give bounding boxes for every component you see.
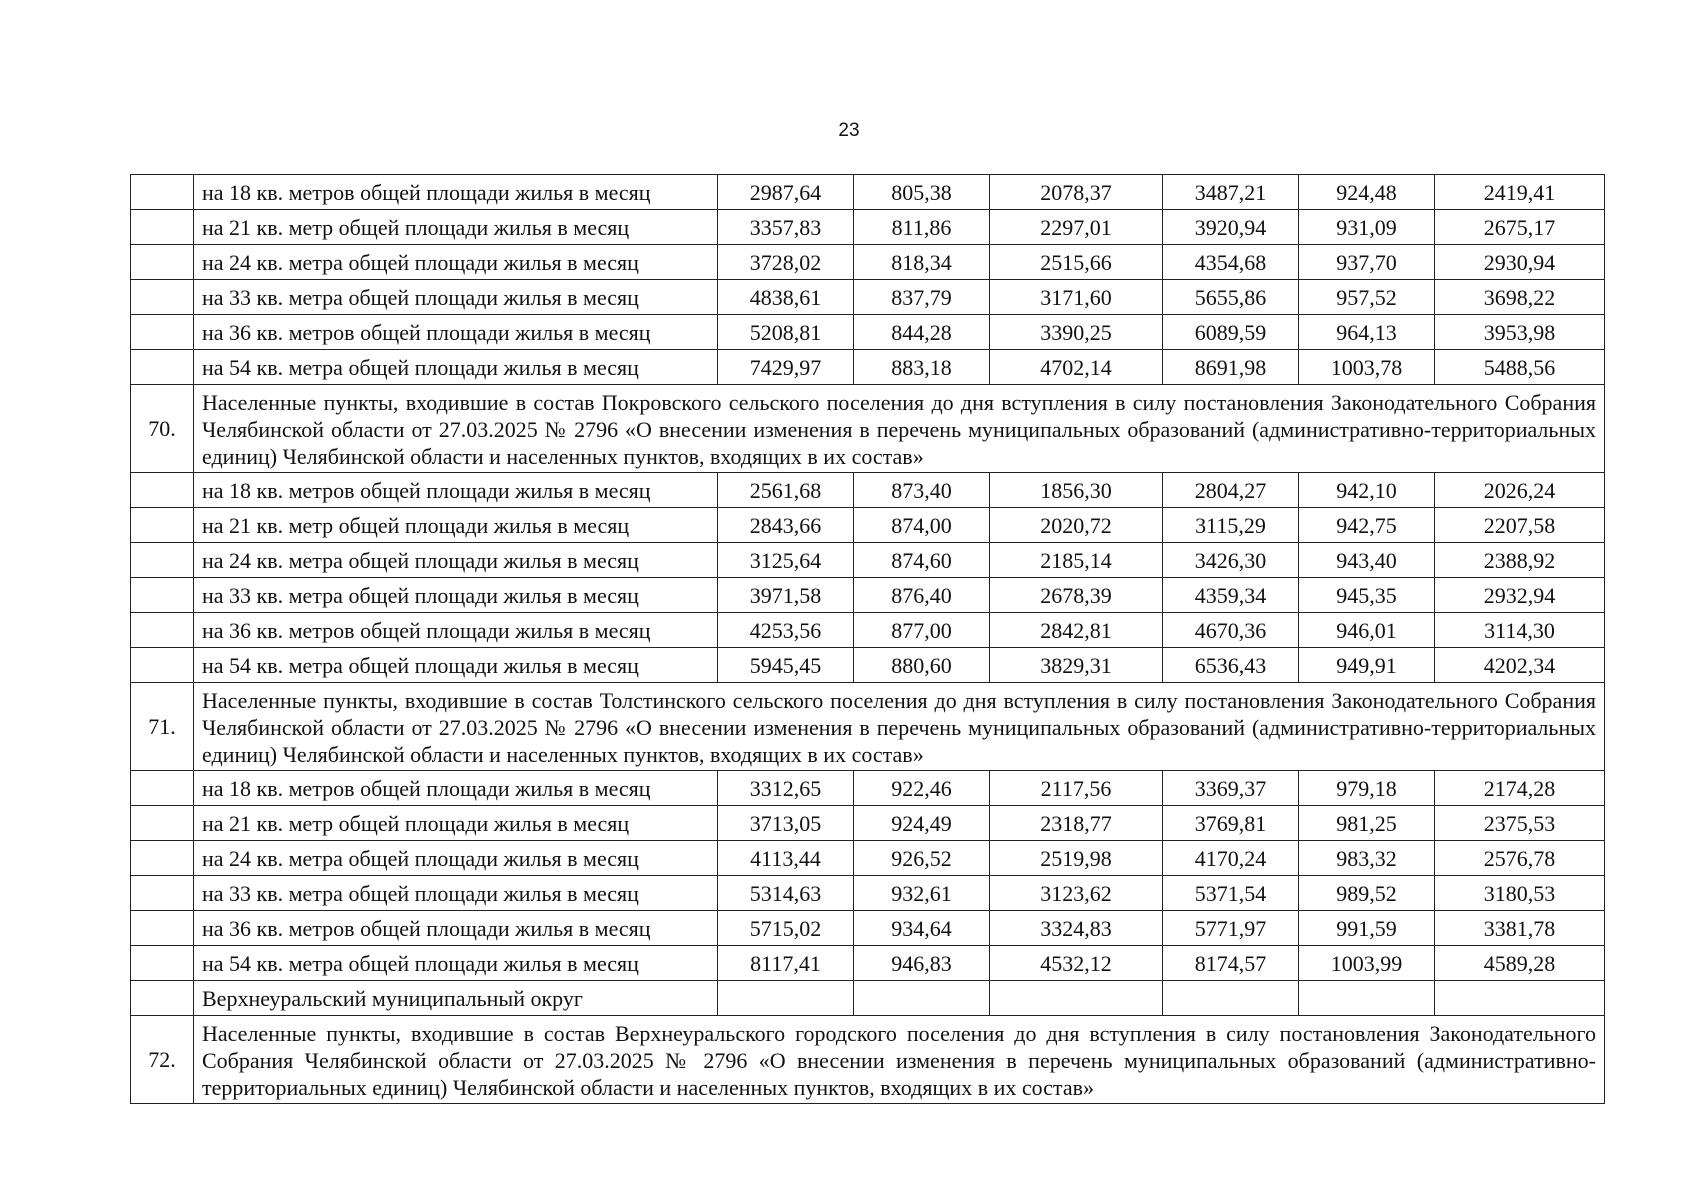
value-cell: 937,70: [1299, 245, 1435, 280]
value-cell: 5314,63: [718, 876, 854, 911]
value-cell: 946,83: [854, 946, 990, 981]
value-cell: 991,59: [1299, 911, 1435, 946]
value-cell: 3369,37: [1163, 771, 1299, 806]
value-cell: 3324,83: [990, 911, 1163, 946]
row-number-cell: [131, 473, 194, 508]
section-number: 71.: [131, 683, 194, 771]
value-cell: 8117,41: [718, 946, 854, 981]
table-row: [131, 876, 1605, 911]
row-label: на 21 кв. метр общей площади жилья в месяц: [194, 806, 718, 841]
table-row: [131, 175, 1605, 210]
value-cell: 932,61: [854, 876, 990, 911]
table-row: [131, 210, 1605, 245]
value-cell: [1163, 981, 1299, 1016]
value-cell: 4113,44: [718, 841, 854, 876]
value-cell: 5371,54: [1163, 876, 1299, 911]
row-label: на 36 кв. метров общей площади жилья в месяц: [194, 613, 718, 648]
value-cell: 3698,22: [1435, 280, 1605, 315]
section-row: [131, 385, 1605, 473]
table-row: [131, 771, 1605, 806]
value-cell: 5945,45: [718, 648, 854, 683]
value-cell: 989,52: [1299, 876, 1435, 911]
value-cell: 2932,94: [1435, 578, 1605, 613]
value-cell: 5488,56: [1435, 350, 1605, 385]
value-cell: 3123,62: [990, 876, 1163, 911]
table-row: [131, 648, 1605, 683]
value-cell: 805,38: [854, 175, 990, 210]
row-label: на 18 кв. метров общей площади жилья в месяц: [194, 175, 718, 210]
value-cell: 1856,30: [990, 473, 1163, 508]
section-title: Населенные пункты, входившие в состав Покровского сельского поселения до дня вступления в силу постановления Законодательного Собрания Челябинской области от 27.03.2025 № 2796 «О внесении изменения в перечень муниципальных образований (административно-территориальных единиц) Челябинской области и населенных пунктов, входящих в их состав»: [194, 385, 1605, 473]
value-cell: 873,40: [854, 473, 990, 508]
row-number-cell: [131, 771, 194, 806]
value-cell: 1003,78: [1299, 350, 1435, 385]
section-row: [131, 1016, 1605, 1104]
row-number-cell: [131, 911, 194, 946]
value-cell: 5715,02: [718, 911, 854, 946]
value-cell: 924,48: [1299, 175, 1435, 210]
value-cell: 5771,97: [1163, 911, 1299, 946]
value-cell: 964,13: [1299, 315, 1435, 350]
row-label: на 54 кв. метра общей площади жилья в месяц: [194, 946, 718, 981]
value-cell: 949,91: [1299, 648, 1435, 683]
value-cell: 5208,81: [718, 315, 854, 350]
value-cell: 4532,12: [990, 946, 1163, 981]
value-cell: 876,40: [854, 578, 990, 613]
row-number-cell: [131, 210, 194, 245]
value-cell: 2519,98: [990, 841, 1163, 876]
table-row: [131, 946, 1605, 981]
value-cell: 2388,92: [1435, 543, 1605, 578]
value-cell: 3426,30: [1163, 543, 1299, 578]
row-label: на 24 кв. метра общей площади жилья в месяц: [194, 841, 718, 876]
value-cell: 942,10: [1299, 473, 1435, 508]
table-row: [131, 841, 1605, 876]
value-cell: 4253,56: [718, 613, 854, 648]
value-cell: 5655,86: [1163, 280, 1299, 315]
section-number: 70.: [131, 385, 194, 473]
value-cell: [1299, 981, 1435, 1016]
table-row: [131, 350, 1605, 385]
value-cell: 3769,81: [1163, 806, 1299, 841]
page-number: 23: [838, 120, 860, 141]
value-cell: 2117,56: [990, 771, 1163, 806]
row-number-cell: [131, 315, 194, 350]
table-row: [131, 245, 1605, 280]
value-cell: 2804,27: [1163, 473, 1299, 508]
value-cell: [854, 981, 990, 1016]
value-cell: 3728,02: [718, 245, 854, 280]
row-number-cell: [131, 876, 194, 911]
table-row: [131, 543, 1605, 578]
value-cell: 811,86: [854, 210, 990, 245]
value-cell: 8174,57: [1163, 946, 1299, 981]
value-cell: 3125,64: [718, 543, 854, 578]
value-cell: 874,60: [854, 543, 990, 578]
value-cell: 2185,14: [990, 543, 1163, 578]
row-label: на 36 кв. метров общей площади жилья в месяц: [194, 315, 718, 350]
table-row: [131, 806, 1605, 841]
table-row: [131, 315, 1605, 350]
value-cell: 837,79: [854, 280, 990, 315]
row-label: на 33 кв. метра общей площади жилья в месяц: [194, 578, 718, 613]
value-cell: 2020,72: [990, 508, 1163, 543]
value-cell: 3115,29: [1163, 508, 1299, 543]
value-cell: 3829,31: [990, 648, 1163, 683]
row-number-cell: [131, 946, 194, 981]
value-cell: 844,28: [854, 315, 990, 350]
value-cell: 1003,99: [1299, 946, 1435, 981]
value-cell: 2318,77: [990, 806, 1163, 841]
value-cell: 4202,34: [1435, 648, 1605, 683]
value-cell: 2576,78: [1435, 841, 1605, 876]
row-number-cell: [131, 981, 194, 1016]
value-cell: 2987,64: [718, 175, 854, 210]
value-cell: 926,52: [854, 841, 990, 876]
value-cell: 3920,94: [1163, 210, 1299, 245]
row-number-cell: [131, 841, 194, 876]
table-row: [131, 578, 1605, 613]
value-cell: [718, 981, 854, 1016]
value-cell: 3713,05: [718, 806, 854, 841]
table-row: [131, 508, 1605, 543]
value-cell: 4589,28: [1435, 946, 1605, 981]
value-cell: 2843,66: [718, 508, 854, 543]
value-cell: 4354,68: [1163, 245, 1299, 280]
value-cell: 3171,60: [990, 280, 1163, 315]
value-cell: 8691,98: [1163, 350, 1299, 385]
row-number-cell: [131, 350, 194, 385]
section-number: 72.: [131, 1016, 194, 1104]
value-cell: 3357,83: [718, 210, 854, 245]
value-cell: 7429,97: [718, 350, 854, 385]
value-cell: 874,00: [854, 508, 990, 543]
row-number-cell: [131, 175, 194, 210]
value-cell: 931,09: [1299, 210, 1435, 245]
table-row: [131, 613, 1605, 648]
section-title: Населенные пункты, входившие в состав Верхнеуральского городского поселения до дня вступления в силу постановления Законодательного Собрания Челябинской области от 27.03.2025 № 2796 «О внесении изменения в перечень муниципальных образований (административно-территориальных единиц) Челябинской области и населенных пунктов, входящих в их состав»: [194, 1016, 1605, 1104]
row-label: на 21 кв. метр общей площади жилья в месяц: [194, 508, 718, 543]
row-label: на 18 кв. метров общей площади жилья в месяц: [194, 473, 718, 508]
value-cell: 4170,24: [1163, 841, 1299, 876]
value-cell: 2174,28: [1435, 771, 1605, 806]
row-label: на 18 кв. метров общей площади жилья в месяц: [194, 771, 718, 806]
value-cell: 4702,14: [990, 350, 1163, 385]
value-cell: 2675,17: [1435, 210, 1605, 245]
row-number-cell: [131, 508, 194, 543]
value-cell: 877,00: [854, 613, 990, 648]
value-cell: [990, 981, 1163, 1016]
value-cell: 943,40: [1299, 543, 1435, 578]
value-cell: 3381,78: [1435, 911, 1605, 946]
value-cell: 2515,66: [990, 245, 1163, 280]
table-row: [131, 280, 1605, 315]
row-label: на 54 кв. метра общей площади жилья в месяц: [194, 648, 718, 683]
value-cell: 3114,30: [1435, 613, 1605, 648]
row-number-cell: [131, 578, 194, 613]
value-cell: 3180,53: [1435, 876, 1605, 911]
value-cell: 2207,58: [1435, 508, 1605, 543]
value-cell: 3487,21: [1163, 175, 1299, 210]
value-cell: 2375,53: [1435, 806, 1605, 841]
table-row: [131, 981, 1605, 1016]
tariff-table: [130, 174, 1605, 1104]
table-row: [131, 911, 1605, 946]
value-cell: 2078,37: [990, 175, 1163, 210]
value-cell: 4838,61: [718, 280, 854, 315]
row-label: на 36 кв. метров общей площади жилья в месяц: [194, 911, 718, 946]
row-number-cell: [131, 806, 194, 841]
value-cell: [1435, 981, 1605, 1016]
value-cell: 957,52: [1299, 280, 1435, 315]
value-cell: 2297,01: [990, 210, 1163, 245]
value-cell: 880,60: [854, 648, 990, 683]
value-cell: 942,75: [1299, 508, 1435, 543]
value-cell: 3971,58: [718, 578, 854, 613]
value-cell: 6536,43: [1163, 648, 1299, 683]
value-cell: 2930,94: [1435, 245, 1605, 280]
value-cell: 3312,65: [718, 771, 854, 806]
value-cell: 981,25: [1299, 806, 1435, 841]
value-cell: 979,18: [1299, 771, 1435, 806]
table-body: [131, 175, 1605, 1104]
value-cell: 945,35: [1299, 578, 1435, 613]
section-row: [131, 683, 1605, 771]
row-number-cell: [131, 543, 194, 578]
value-cell: 2026,24: [1435, 473, 1605, 508]
value-cell: 934,64: [854, 911, 990, 946]
value-cell: 983,32: [1299, 841, 1435, 876]
value-cell: 2842,81: [990, 613, 1163, 648]
row-number-cell: [131, 245, 194, 280]
value-cell: 4670,36: [1163, 613, 1299, 648]
value-cell: 946,01: [1299, 613, 1435, 648]
row-label: на 24 кв. метра общей площади жилья в месяц: [194, 245, 718, 280]
row-label: на 33 кв. метра общей площади жилья в месяц: [194, 280, 718, 315]
row-label: на 24 кв. метра общей площади жилья в месяц: [194, 543, 718, 578]
value-cell: 4359,34: [1163, 578, 1299, 613]
value-cell: 2561,68: [718, 473, 854, 508]
value-cell: 922,46: [854, 771, 990, 806]
value-cell: 2678,39: [990, 578, 1163, 613]
row-number-cell: [131, 280, 194, 315]
row-label: на 33 кв. метра общей площади жилья в месяц: [194, 876, 718, 911]
section-title: Населенные пункты, входившие в состав Толстинского сельского поселения до дня вступления в силу постановления Законодательного Собрания Челябинской области от 27.03.2025 № 2796 «О внесении изменения в перечень муниципальных образований (административно-территориальных единиц) Челябинской области и населенных пунктов, входящих в их состав»: [194, 683, 1605, 771]
table-row: [131, 473, 1605, 508]
value-cell: 6089,59: [1163, 315, 1299, 350]
row-number-cell: [131, 613, 194, 648]
value-cell: 2419,41: [1435, 175, 1605, 210]
row-number-cell: [131, 648, 194, 683]
value-cell: 3953,98: [1435, 315, 1605, 350]
value-cell: 3390,25: [990, 315, 1163, 350]
value-cell: 818,34: [854, 245, 990, 280]
value-cell: 924,49: [854, 806, 990, 841]
row-label: на 54 кв. метра общей площади жилья в месяц: [194, 350, 718, 385]
row-label: Верхнеуральский муниципальный округ: [194, 981, 718, 1016]
value-cell: 883,18: [854, 350, 990, 385]
row-label: на 21 кв. метр общей площади жилья в месяц: [194, 210, 718, 245]
